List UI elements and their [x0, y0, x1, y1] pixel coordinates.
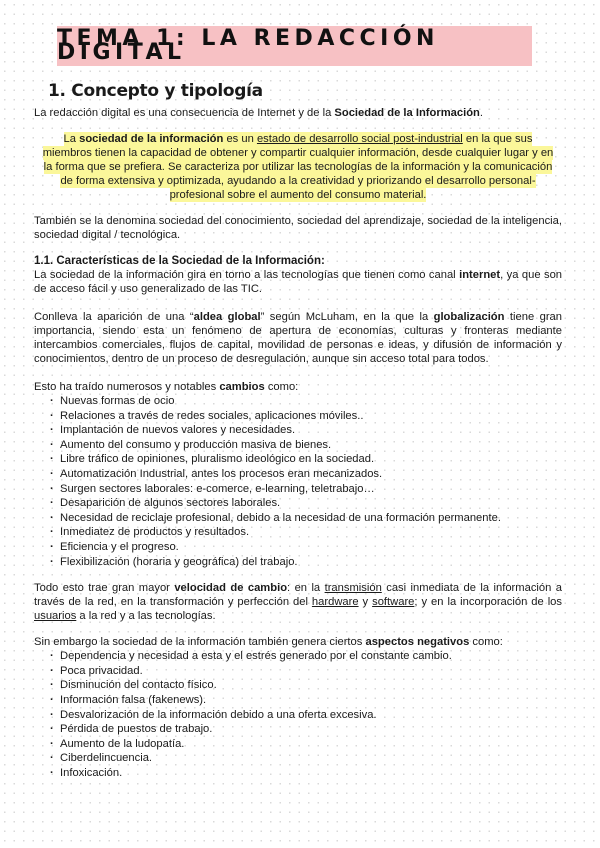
list-item: · Ciberdelincuencia. [52, 751, 562, 766]
title-banner [57, 26, 532, 66]
document-body [34, 80, 562, 780]
list-item: · Infoxicación. [52, 766, 562, 781]
intro-text: La redacción digital es una consecuencia de Internet y de la [34, 107, 335, 119]
hl-text-e: en la que sus miembros tienen la capacidad de obtener y compartir cualquier información, desde cualquier lugar y en la forma que se prefiera. Se caracteriza por utilizar las tecnologías de la información y la comunicación de forma extensiva y optimizada, ayudando a la creatividad y priorizando el desarrollo personal-profesional sobre el aumento del consumo material. [42, 133, 554, 201]
list-item: · Dependencia y necesidad a esta y el estrés generado por el constante cambio. [52, 649, 562, 664]
hl-text-c: es un [223, 133, 257, 145]
also-called-paragraph: También se la denomina sociedad del conocimiento, sociedad del aprendizaje, sociedad de la inteligencia, sociedad digital / tecnológica. [34, 215, 562, 241]
list-item: · Nuevas formas de ocio [52, 394, 562, 409]
list-item: · Implantación de nuevos valores y necesidades. [52, 423, 562, 438]
subsection-heading-caracteristicas: 1.1. Características de la Sociedad de la Información: [34, 255, 325, 267]
list-item: · Flexibilización (horaria y geográfica) del trabajo. [52, 555, 562, 570]
bold-cambios: cambios [219, 381, 265, 393]
list-item: · Surgen sectores laborales: e-comerce, e-learning, teletrabajo… [52, 482, 562, 497]
hl-text-a: La [63, 133, 80, 145]
underline-hardware: hardware [311, 596, 359, 609]
list-item: · Pérdida de puestos de trabajo. [52, 722, 562, 737]
underline-software: software [372, 596, 415, 609]
document-title: TEMA 1: LA REDACCIÓN DIGITAL [57, 26, 439, 65]
list-item: · Desaparición de algunos sectores laborales. [52, 496, 562, 511]
list-item: · Desvalorización de la información debido a una oferta excesiva. [52, 708, 562, 723]
bold-globalizacion: globalización [433, 311, 505, 323]
underline-transmision: transmisión [324, 582, 382, 595]
hl-underline: estado de desarrollo social post-industrial [256, 133, 463, 145]
list-item: · Disminución del contacto físico. [52, 678, 562, 693]
list-item: · Relaciones a través de redes sociales, aplicaciones móviles.. [52, 409, 562, 424]
list-item: · Información falsa (fakenews). [52, 693, 562, 708]
bold-velocidad: velocidad de cambio [174, 582, 288, 595]
list-item: · Aumento del consumo y producción masiva de bienes. [52, 438, 562, 453]
list-item: · Necesidad de reciclaje profesional, debido a la necesidad de una formación permanente. [52, 511, 562, 526]
paragraph-cambios: Esto ha traído numerosos y notables cambios como: [34, 381, 299, 393]
paragraph-internet: La sociedad de la información gira en torno a las tecnologías que tienen como canal internet, ya que son de acceso fácil y uso generalizado de las TIC. [34, 269, 563, 295]
list-item: · Libre tráfico de opiniones, pluralismo ideológico en la sociedad. [52, 452, 562, 467]
intro-paragraph [34, 106, 562, 120]
intro-end: . [479, 107, 483, 119]
list-item: · Aumento de la ludopatía. [52, 737, 562, 752]
list-item: · Poca privacidad. [52, 664, 562, 679]
bold-internet: internet [459, 269, 501, 281]
list-item: · Eficiencia y el progreso. [52, 540, 562, 555]
bold-aspectos-negativos: aspectos negativos [365, 636, 470, 649]
list-item: · Automatización Industrial, antes los procesos eran mecanizados. [52, 467, 562, 482]
paragraph-negativos: Sin embargo la sociedad de la información también genera ciertos aspectos negativos como: [34, 636, 503, 649]
intro-bold: Sociedad de la Información [334, 107, 480, 119]
section-heading-concepto: 1. Concepto y tipología [48, 81, 263, 101]
hl-bold: sociedad de la información [79, 133, 224, 145]
paragraph-velocidad: Todo esto trae gran mayor velocidad de cambio: en la transmisión casi inmediata de la información a través de la red, en la transformación y perfección del hardware y software; y en la incorporación de los usuarios a la red y a las tecnologías. [34, 582, 562, 623]
changes-list [34, 394, 562, 569]
underline-usuarios: usuarios [34, 610, 77, 623]
paragraph-aldea-global: Conlleva la aparición de una “aldea global” según McLuham, en la que la globalización tiene gran importancia, siendo esta un fenómeno de apertura de economías, culturas y fronteras mediante intercambios comerciales, flujos de capital, movilidad de personas e ideas, y difusión de información y conocimientos, dentro de un proceso de desregulación, aunque sin acceso total para todos. [34, 311, 562, 365]
negatives-list [34, 649, 562, 780]
bold-aldea-global: aldea global [193, 311, 261, 323]
definition-highlight [34, 132, 562, 202]
list-item: · Inmediatez de productos y resultados. [52, 525, 562, 540]
